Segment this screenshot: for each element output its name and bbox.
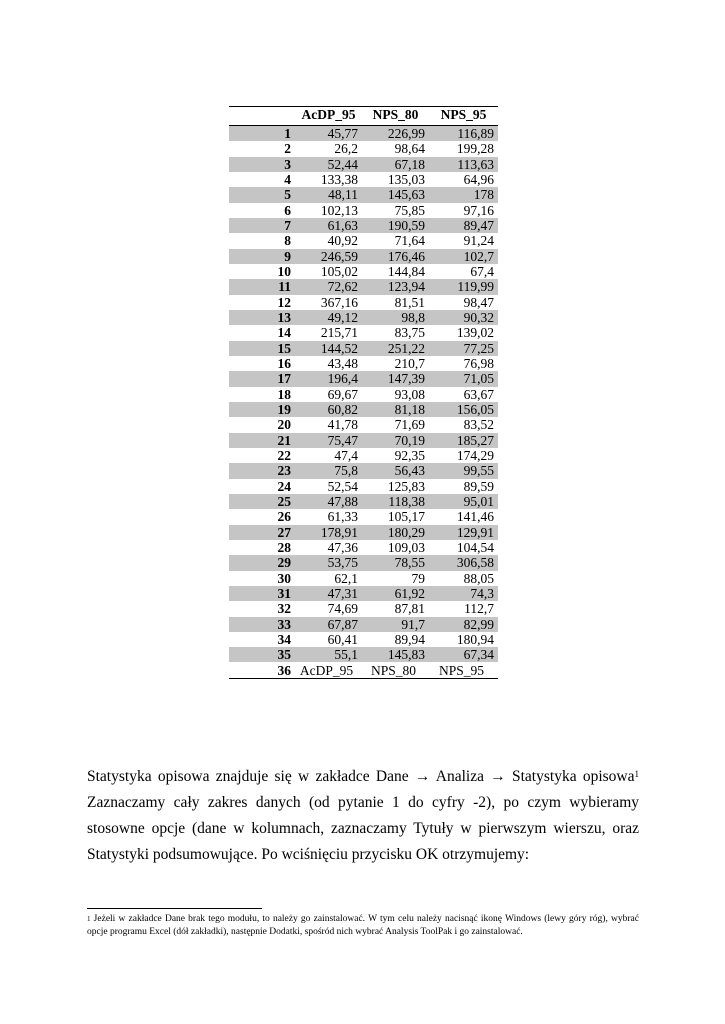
row-number: 36: [229, 662, 295, 678]
table-cell: 40,92: [327, 233, 358, 249]
row-number: 8: [284, 233, 291, 249]
table-cell: 178: [429, 187, 498, 202]
table-cell: 78,55: [362, 555, 429, 570]
table-row: [229, 249, 498, 264]
body-paragraph: [87, 764, 639, 868]
table-row: [229, 126, 498, 142]
table-cell: 92,35: [394, 448, 425, 464]
row-number: 30: [277, 570, 291, 586]
table-cell: 93,08: [394, 386, 425, 402]
row-number: 14: [277, 325, 291, 341]
table-cell: 90,32: [429, 310, 498, 325]
table-cell: 48,11: [295, 187, 362, 202]
table-row: [229, 433, 498, 448]
column-header: NPS_95: [429, 107, 498, 126]
table-cell: 119,99: [429, 279, 498, 294]
table-row: [229, 310, 498, 325]
table-row: [229, 448, 498, 463]
column-header: [229, 107, 295, 126]
table-cell: 69,67: [327, 386, 358, 402]
table-row: [229, 494, 498, 509]
table-cell: 45,77: [295, 126, 362, 142]
table-cell: 82,99: [429, 617, 498, 632]
row-number: 32: [277, 601, 291, 617]
table-row: [229, 555, 498, 570]
table-cell: 77,25: [429, 341, 498, 356]
table-cell: 26,2: [334, 141, 358, 157]
table-cell: 105,17: [387, 509, 425, 525]
table-cell: 190,59: [362, 218, 429, 233]
table-cell: 135,03: [387, 172, 425, 188]
table-cell: 81,51: [394, 294, 425, 310]
table-header-row: [229, 107, 498, 126]
table-cell: 61,92: [362, 586, 429, 601]
table-cell: 95,01: [429, 494, 498, 509]
table-row: [229, 540, 498, 555]
table-cell: 83,75: [394, 325, 425, 341]
table-cell: 129,91: [429, 525, 498, 540]
table-cell: 60,41: [327, 631, 358, 647]
table-cell: 43,48: [327, 356, 358, 372]
table-row: [229, 141, 498, 156]
table-cell: 102,7: [429, 249, 498, 264]
table-cell: 210,7: [394, 356, 425, 372]
row-number: 34: [277, 631, 291, 647]
table-row: [229, 371, 498, 386]
table-row: [229, 172, 498, 187]
table-row: [229, 479, 498, 494]
footnote-reference: 1: [634, 769, 639, 779]
table-cell: 102,13: [320, 202, 358, 218]
table-cell: 185,27: [429, 433, 498, 448]
table-cell: 91,7: [362, 617, 429, 632]
table-cell: 49,12: [295, 310, 362, 325]
row-number: 28: [277, 540, 291, 556]
table-cell: 367,16: [320, 294, 358, 310]
row-number: 31: [229, 586, 295, 601]
footnote-separator: [87, 908, 262, 909]
paragraph-text-continued: Zaznaczamy cały zakres danych (od pytanie 1 do cyfry -2), po czym wybieramy stosowne opcje (dane w kolumnach, zaznaczamy Tytuły w pierwszym wierszu, oraz Statystyki podsumowujące. Po wciśnięciu przycisku OK otrzymujemy:: [87, 794, 639, 863]
table-row: [229, 586, 498, 601]
table-cell: 113,63: [429, 157, 498, 172]
footnote: [87, 913, 639, 938]
table-row: [229, 218, 498, 233]
table-cell: 196,4: [295, 371, 362, 386]
table-cell: 145,83: [362, 647, 429, 662]
table-row: [229, 187, 498, 202]
table-cell: 64,96: [463, 172, 494, 188]
row-number: 7: [229, 218, 295, 233]
table-cell: 47,88: [295, 494, 362, 509]
table-cell: 180,94: [456, 631, 494, 647]
table-cell: 75,8: [295, 463, 362, 478]
table-row: [229, 525, 498, 540]
table-cell: 76,98: [463, 356, 494, 372]
table-cell: 306,58: [429, 555, 498, 570]
table-cell: 180,29: [362, 525, 429, 540]
table-cell: 89,47: [429, 218, 498, 233]
table-row: [229, 463, 498, 478]
table-cell: 52,44: [295, 157, 362, 172]
table-cell: 88,05: [463, 570, 494, 586]
table-cell: 62,1: [334, 570, 358, 586]
table-row: [229, 647, 498, 662]
table-cell: 125,83: [387, 478, 425, 494]
row-number: 4: [284, 172, 291, 188]
table-body: [229, 126, 498, 679]
table-cell: 41,78: [327, 417, 358, 433]
table-cell: AcDP_95: [295, 662, 362, 678]
table-cell: 47,36: [327, 540, 358, 556]
table-cell: 75,85: [394, 202, 425, 218]
table-cell: 116,89: [429, 126, 498, 142]
table-cell: 67,18: [362, 157, 429, 172]
table-cell: 104,54: [456, 540, 494, 556]
table-cell: 176,46: [362, 249, 429, 264]
footnote-text: Jeżeli w zakładce Dane brak tego modułu, to należy go zainstalować. W tym celu należy nacisnąć ikonę Windows (lewy góry róg), wybrać opcje programu Excel (dół zakładki), następnie Dodatki, spośród nich wybrać Analysis ToolPak i go zainstalować.: [87, 914, 639, 937]
table-cell: 139,02: [456, 325, 494, 341]
table-cell: 89,94: [394, 631, 425, 647]
row-number: 12: [277, 294, 291, 310]
table-cell: 74,3: [429, 586, 498, 601]
row-number: 15: [229, 341, 295, 356]
table-cell: 71,05: [429, 371, 498, 386]
table-cell: 83,52: [463, 417, 494, 433]
table-row: [229, 387, 498, 402]
table-cell: 99,55: [429, 463, 498, 478]
table-cell: 67,87: [295, 617, 362, 632]
row-number: 17: [229, 371, 295, 386]
table-row: [229, 203, 498, 218]
table-cell: 70,19: [362, 433, 429, 448]
table-cell: 215,71: [320, 325, 358, 341]
table-cell: 109,03: [387, 540, 425, 556]
table-row: [229, 617, 498, 632]
table-row: [229, 601, 498, 616]
row-number: 35: [229, 647, 295, 662]
table-cell: 71,64: [394, 233, 425, 249]
table-row: [229, 571, 498, 586]
table-cell: 52,54: [327, 478, 358, 494]
row-number: 21: [229, 433, 295, 448]
table-cell: 178,91: [295, 525, 362, 540]
table-cell: NPS_95: [429, 662, 498, 678]
table-cell: 47,4: [334, 448, 358, 464]
table-cell: 67,34: [429, 647, 498, 662]
table-row: [229, 417, 498, 432]
table-cell: 145,63: [362, 187, 429, 202]
row-number: 6: [284, 202, 291, 218]
table-cell: 147,39: [362, 371, 429, 386]
table-row: [229, 295, 498, 310]
table-row: [229, 264, 498, 279]
column-header: AcDP_95: [295, 107, 362, 126]
table-cell: 75,47: [295, 433, 362, 448]
row-number: 20: [277, 417, 291, 433]
table-cell: 81,18: [362, 402, 429, 417]
table-cell: 246,59: [295, 249, 362, 264]
table-cell: 156,05: [429, 402, 498, 417]
table-cell: 112,7: [464, 601, 494, 617]
row-number: 19: [229, 402, 295, 417]
table-cell: 61,33: [327, 509, 358, 525]
table-cell: 141,46: [456, 509, 494, 525]
table-cell: 79: [411, 570, 425, 586]
table-cell: 97,16: [463, 202, 494, 218]
table-cell: NPS_80: [362, 662, 429, 678]
table-cell: 55,1: [295, 647, 362, 662]
row-number: 13: [229, 310, 295, 325]
row-number: 24: [277, 478, 291, 494]
table-row: [229, 356, 498, 371]
table-cell: 56,43: [362, 463, 429, 478]
table-row: [229, 662, 498, 678]
table-cell: 87,81: [394, 601, 425, 617]
row-number: 2: [284, 141, 291, 157]
row-number: 22: [277, 448, 291, 464]
row-number: 5: [229, 187, 295, 202]
table-cell: 74,69: [327, 601, 358, 617]
table-row: [229, 325, 498, 340]
row-number: 33: [229, 617, 295, 632]
table-cell: 144,84: [387, 264, 425, 280]
table-row: [229, 341, 498, 356]
row-number: 27: [229, 525, 295, 540]
footnote-mark: 1: [87, 915, 91, 923]
table-cell: 105,02: [320, 264, 358, 280]
data-table: [229, 106, 498, 679]
row-number: 11: [229, 279, 295, 294]
table-row: [229, 157, 498, 172]
table-row: [229, 632, 498, 647]
row-number: 23: [229, 463, 295, 478]
row-number: 18: [277, 386, 291, 402]
row-number: 10: [277, 264, 291, 280]
column-header: NPS_80: [362, 107, 429, 126]
table-cell: 174,29: [456, 448, 494, 464]
table-cell: 67,4: [470, 264, 494, 280]
table-cell: 98,47: [463, 294, 494, 310]
table-cell: 199,28: [456, 141, 494, 157]
row-number: 25: [229, 494, 295, 509]
row-number: 3: [229, 157, 295, 172]
row-number: 1: [229, 126, 295, 142]
table-row: [229, 402, 498, 417]
table-cell: 89,59: [463, 478, 494, 494]
table-cell: 47,31: [295, 586, 362, 601]
table-cell: 72,62: [295, 279, 362, 294]
table-cell: 53,75: [295, 555, 362, 570]
table-cell: 60,82: [295, 402, 362, 417]
table-row: [229, 233, 498, 248]
table-row: [229, 279, 498, 294]
row-number: 29: [229, 555, 295, 570]
table-cell: 133,38: [320, 172, 358, 188]
row-number: 26: [277, 509, 291, 525]
table-cell: 91,24: [463, 233, 494, 249]
table-cell: 118,38: [362, 494, 429, 509]
row-number: 9: [229, 249, 295, 264]
table-cell: 144,52: [295, 341, 362, 356]
table-cell: 226,99: [362, 126, 429, 142]
table-cell: 98,64: [394, 141, 425, 157]
table-cell: 61,63: [295, 218, 362, 233]
table-cell: 71,69: [394, 417, 425, 433]
table-cell: 63,67: [463, 386, 494, 402]
paragraph-text: Statystyka opisowa znajduje się w zakładce Dane → Analiza → Statystyka opisowa: [87, 768, 635, 785]
table-row: [229, 509, 498, 524]
table-cell: 98,8: [362, 310, 429, 325]
table-cell: 123,94: [362, 279, 429, 294]
row-number: 16: [277, 356, 291, 372]
table-cell: 251,22: [362, 341, 429, 356]
